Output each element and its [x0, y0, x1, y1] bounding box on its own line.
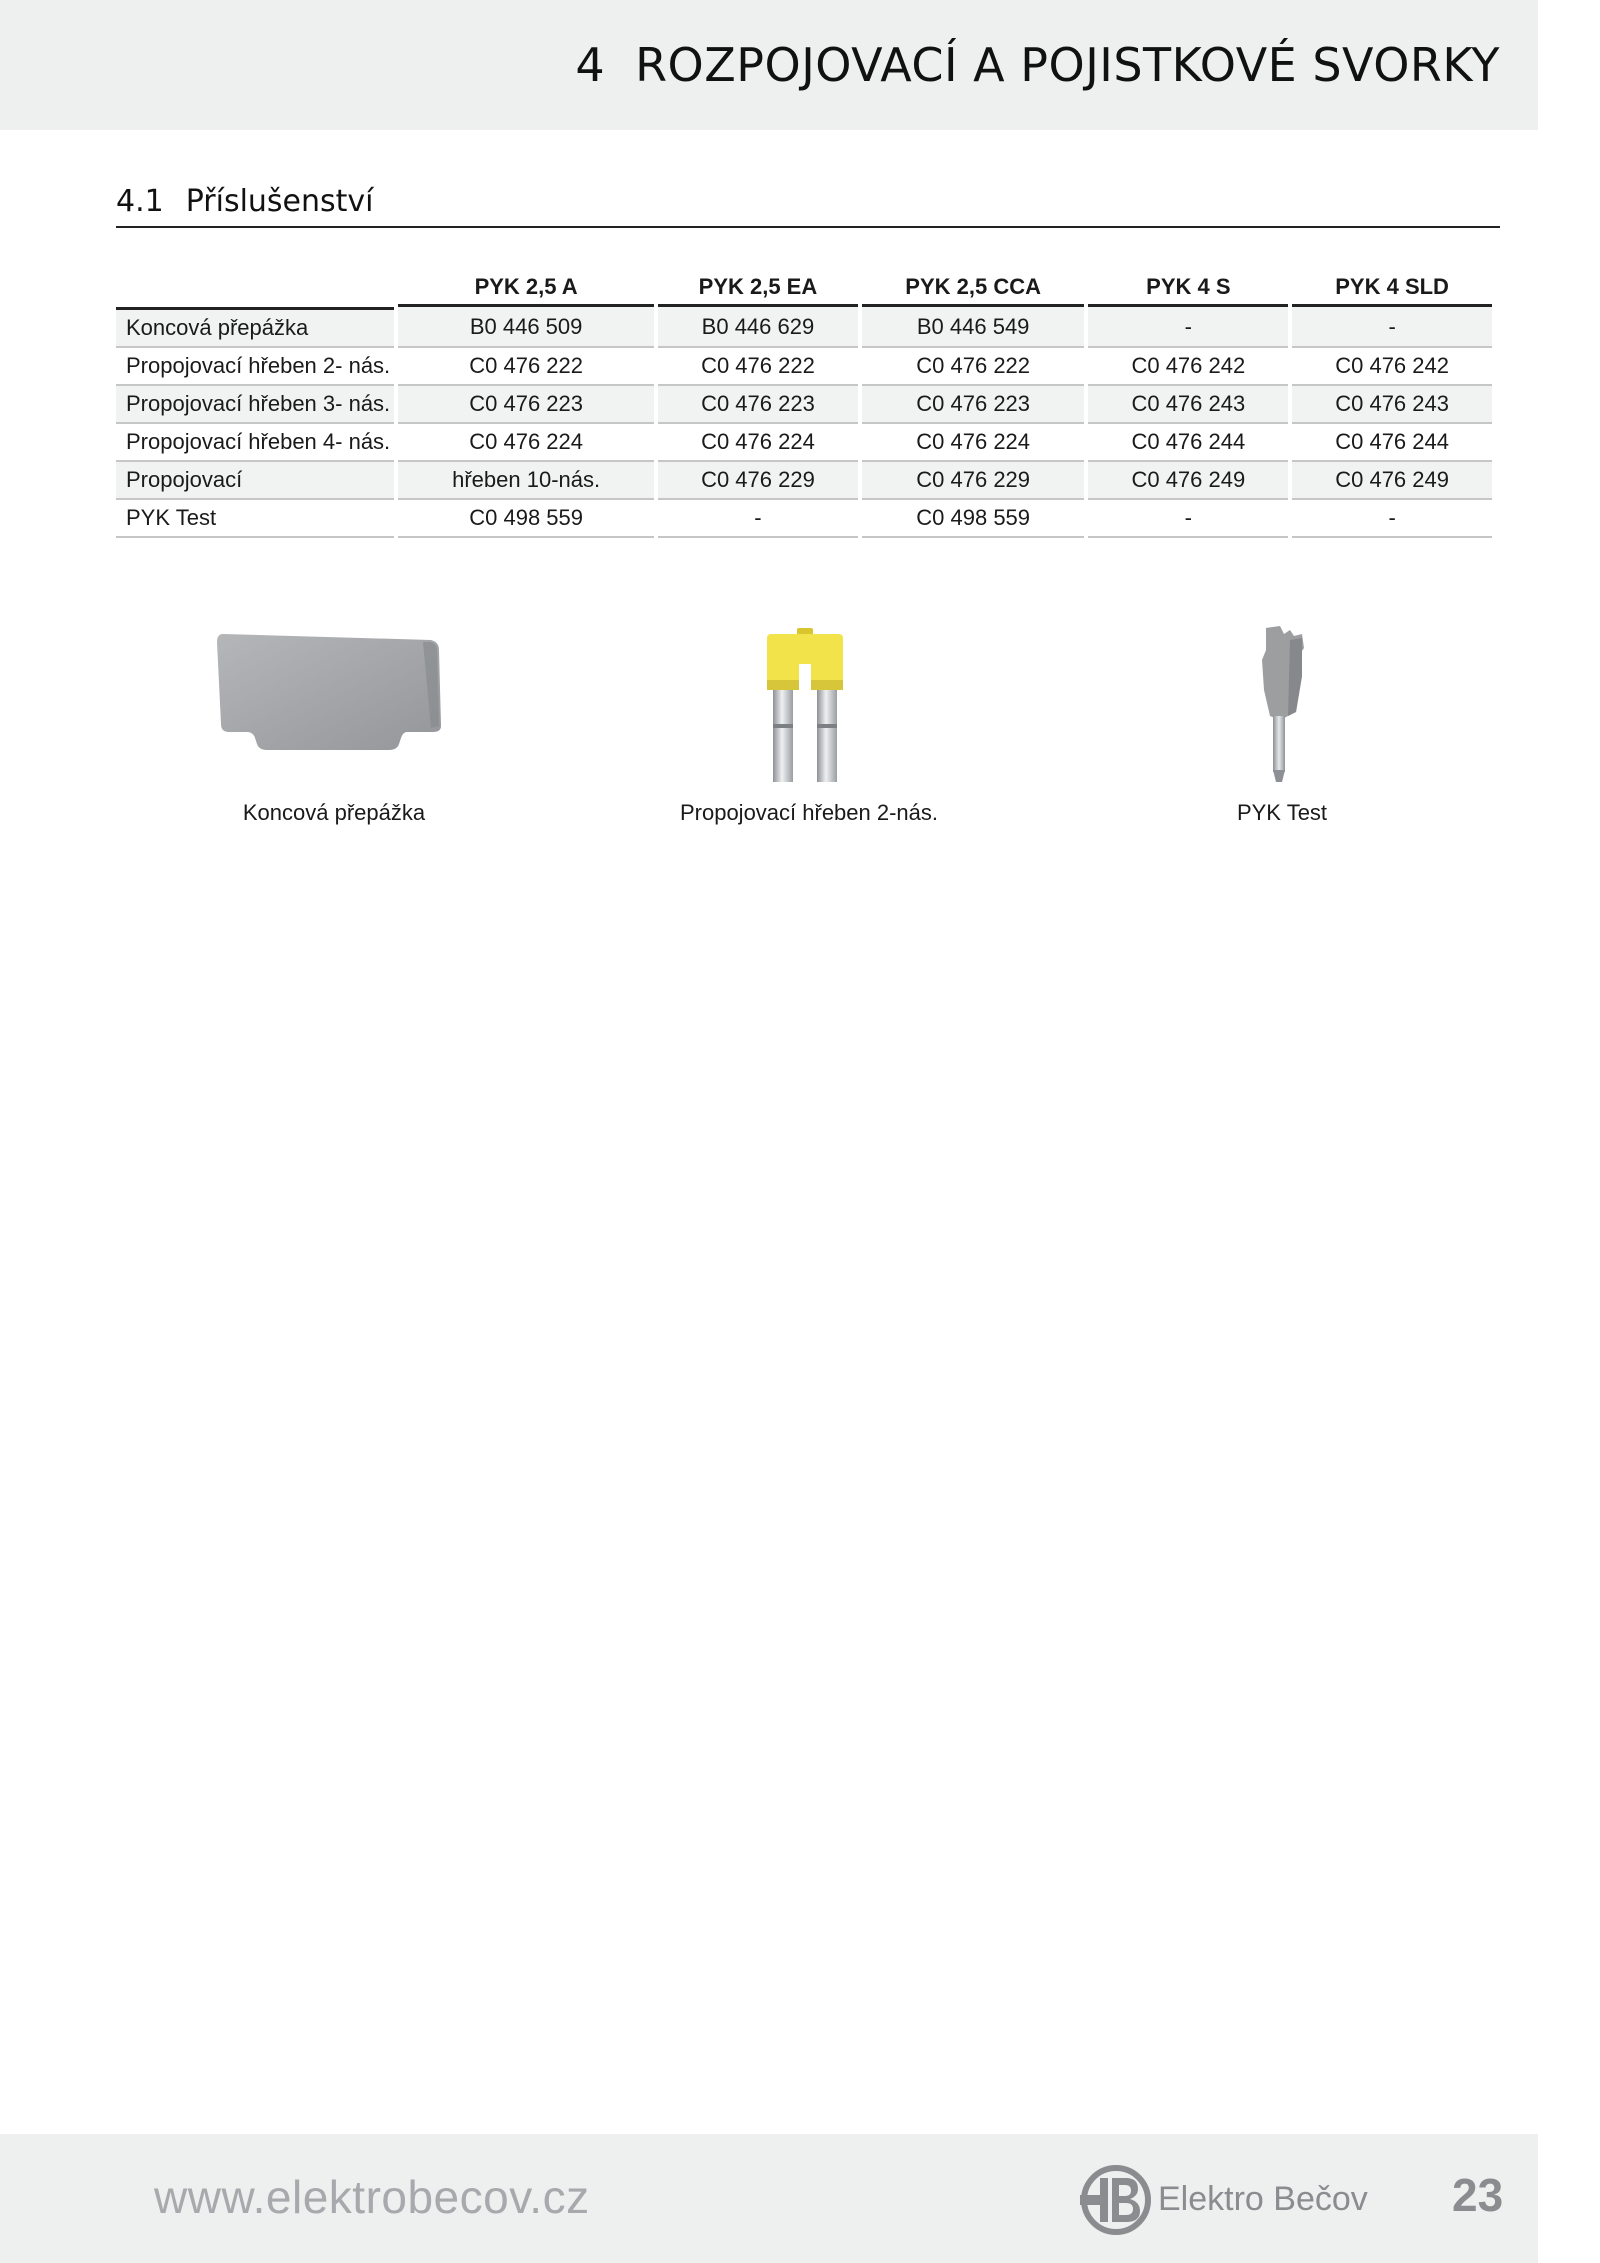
table-header-row: [116, 270, 1492, 307]
chapter-title: [575, 38, 1500, 92]
table-cell: B0 446 509: [398, 307, 654, 348]
test-plug-icon: [1232, 620, 1332, 790]
footer-website-link[interactable]: www.elektrobecov.cz: [154, 2171, 590, 2223]
row-label: Propojovací: [116, 462, 394, 500]
table-cell: C0 476 242: [1292, 348, 1492, 386]
end-plate-figure: [184, 620, 484, 770]
table-cell: C0 476 229: [862, 462, 1085, 500]
table-cell: C0 476 224: [658, 424, 858, 462]
row-label: Koncová přepážka: [116, 307, 394, 348]
table-cell: C0 476 242: [1088, 348, 1288, 386]
table-cell: -: [1292, 500, 1492, 538]
table-row: [116, 424, 1492, 462]
brand-name: Elektro Bečov: [1158, 2180, 1368, 2218]
table-cell: C0 498 559: [398, 500, 654, 538]
end-plate-icon: [209, 620, 459, 770]
table-cell: B0 446 629: [658, 307, 858, 348]
column-header: PYK 2,5 A: [398, 270, 654, 307]
table-cell: B0 446 549: [862, 307, 1085, 348]
table-row: [116, 386, 1492, 424]
table-cell: hřeben 10-nás.: [398, 462, 654, 500]
elektro-becov-logo-icon: [1078, 2162, 1154, 2238]
table-row: [116, 348, 1492, 386]
table-header-corner: [116, 270, 394, 307]
product-caption: PYK Test: [1236, 800, 1328, 825]
table-cell: C0 476 243: [1088, 386, 1288, 424]
product-caption: Koncová přepážka: [242, 800, 426, 825]
table-cell: C0 476 244: [1292, 424, 1492, 462]
column-header: PYK 4 S: [1088, 270, 1288, 307]
table-cell: C0 498 559: [862, 500, 1085, 538]
table-cell: C0 476 222: [398, 348, 654, 386]
chapter-title-text: ROZPOJOVACÍ A POJISTKOVÉ SVORKY: [635, 38, 1500, 92]
table-cell: C0 476 243: [1292, 386, 1492, 424]
row-label: PYK Test: [116, 500, 394, 538]
table-row: [116, 462, 1492, 500]
chapter-number: 4: [575, 38, 606, 92]
accessories-table: [112, 270, 1496, 538]
table-cell: C0 476 244: [1088, 424, 1288, 462]
page-number: 23: [1452, 2169, 1504, 2221]
jumper-comb-icon: [745, 620, 865, 790]
table-cell: C0 476 223: [398, 386, 654, 424]
jumper-comb-figure: [655, 620, 955, 790]
row-label: Propojovací hřeben 3- nás.: [116, 386, 394, 424]
table-cell: C0 476 222: [658, 348, 858, 386]
test-plug-figure: [1132, 620, 1432, 790]
table-row: [116, 307, 1492, 348]
table-cell: C0 476 249: [1088, 462, 1288, 500]
brand-logo: [1078, 2166, 1388, 2236]
table-cell: C0 476 224: [398, 424, 654, 462]
section-title: [116, 184, 374, 219]
table-cell: -: [1292, 307, 1492, 348]
table-cell: C0 476 223: [862, 386, 1085, 424]
table-cell: C0 476 249: [1292, 462, 1492, 500]
row-label: Propojovací hřeben 4- nás.: [116, 424, 394, 462]
column-header: PYK 2,5 CCA: [862, 270, 1085, 307]
table-cell: -: [658, 500, 858, 538]
table-cell: C0 476 223: [658, 386, 858, 424]
section-title-text: Příslušenství: [185, 184, 374, 219]
table-row: [116, 500, 1492, 538]
section-divider: [116, 226, 1500, 228]
table-cell: -: [1088, 500, 1288, 538]
column-header: PYK 4 SLD: [1292, 270, 1492, 307]
column-header: PYK 2,5 EA: [658, 270, 858, 307]
product-caption: Propojovací hřeben 2-nás.: [679, 800, 939, 825]
table-cell: C0 476 222: [862, 348, 1085, 386]
section-number: 4.1: [116, 184, 164, 219]
table-cell: C0 476 229: [658, 462, 858, 500]
row-label: Propojovací hřeben 2- nás.: [116, 348, 394, 386]
table-cell: -: [1088, 307, 1288, 348]
table-cell: C0 476 224: [862, 424, 1085, 462]
